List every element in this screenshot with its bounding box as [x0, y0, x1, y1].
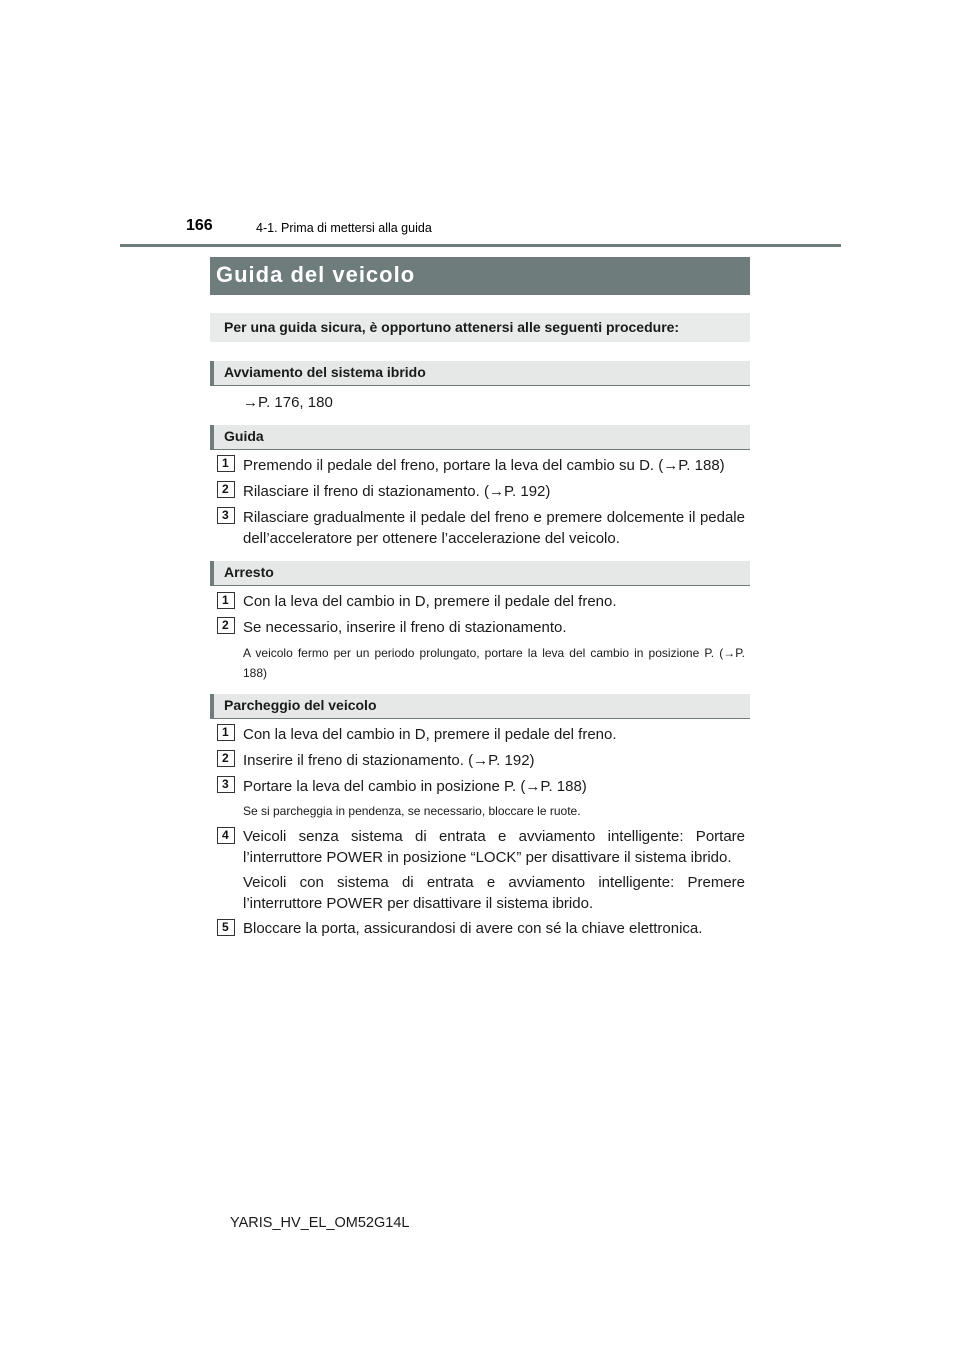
step-number-badge: 1	[217, 724, 235, 741]
step-number-badge: 4	[217, 827, 235, 844]
step-text: Inserire il freno di stazionamento. (→P. 192)	[243, 752, 535, 769]
step-text: Se necessario, inserire il freno di stazionamento.	[243, 619, 567, 636]
step-text: Premendo il pedale del freno, portare la leva del cambio su D. (→P. 188)	[243, 457, 725, 474]
intro-box	[210, 313, 750, 342]
step-number-badge: 1	[217, 455, 235, 472]
step-number-badge: 2	[217, 750, 235, 767]
step-text: Rilasciare il freno di stazionamento. (→P. 192)	[243, 483, 551, 500]
step-text: Bloccare la porta, assicurandosi di avere con sé la chiave elettronica.	[243, 920, 703, 937]
section-title: Parcheggio del veicolo	[224, 697, 377, 713]
header-rule	[120, 244, 841, 247]
page-number: 166	[186, 217, 213, 234]
step-text: Con la leva del cambio in D, premere il pedale del freno.	[243, 726, 617, 743]
reference-text: →P. 176, 180	[243, 394, 333, 411]
section-heading-avviamento	[210, 361, 750, 386]
step-number-badge: 3	[217, 507, 235, 524]
step-text: Con la leva del cambio in D, premere il pedale del freno.	[243, 593, 617, 610]
title-banner	[210, 257, 750, 295]
step-text: Veicoli senza sistema di entrata e avviamento intelligente: Portare l’interruttore POWER in posizione “LOCK” per disattivare il sistema ibrido.	[243, 828, 745, 866]
step-text: Portare la leva del cambio in posizione P. (→P. 188)	[243, 778, 587, 795]
chapter-title: 4-1. Prima di mettersi alla guida	[256, 221, 432, 235]
step-number-badge: 3	[217, 776, 235, 793]
step-number-badge: 2	[217, 617, 235, 634]
page-title: Guida del veicolo	[216, 262, 416, 287]
section-heading-parcheggio	[210, 694, 750, 719]
step-text: Rilasciare gradualmente il pedale del freno e premere dolcemente il pedale dell’acceleratore per ottenere l’accelerazione del veicolo.	[243, 509, 745, 547]
step-number-badge: 2	[217, 481, 235, 498]
step-text-alternative: Veicoli con sistema di entrata e avviamento intelligente: Premere l’interruttore POWER per disattivare il sistema ibrido.	[243, 874, 745, 912]
note-text: A veicolo fermo per un periodo prolungato, portare la leva del cambio in posizione P. (→P. 188)	[243, 646, 745, 680]
section-marker	[210, 694, 214, 718]
footer-doc-code: YARIS_HV_EL_OM52G14L	[230, 1215, 410, 1231]
step-number-badge: 1	[217, 592, 235, 609]
section-title: Guida	[224, 428, 264, 444]
intro-text: Per una guida sicura, è opportuno attenersi alle seguenti procedure:	[224, 319, 680, 335]
section-title: Arresto	[224, 564, 274, 580]
section-marker	[210, 361, 214, 385]
section-heading-guida	[210, 425, 750, 450]
section-marker	[210, 425, 214, 449]
step-number-badge: 5	[217, 919, 235, 936]
section-marker	[210, 561, 214, 585]
note-text: Se si parcheggia in pendenza, se necessario, bloccare le ruote.	[243, 804, 581, 818]
section-title: Avviamento del sistema ibrido	[224, 364, 426, 380]
section-heading-arresto	[210, 561, 750, 586]
